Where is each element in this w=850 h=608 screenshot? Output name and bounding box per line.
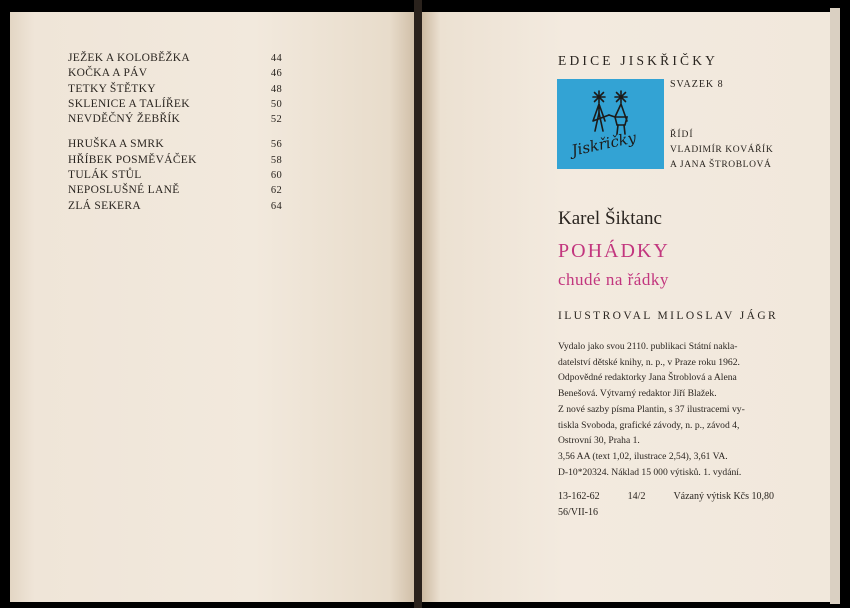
series-title: EDICE JISKŘIČKY xyxy=(558,53,719,68)
toc-group xyxy=(68,138,282,214)
toc-entry xyxy=(68,200,282,215)
book-gutter xyxy=(414,0,422,608)
toc-entry-title: NEVDĚČNÝ ŽEBŘÍK xyxy=(68,113,181,126)
catalog-row xyxy=(558,489,774,505)
book-title: POHÁDKY xyxy=(558,240,670,262)
editor-name: VLADIMÍR KOVÁŘÍK xyxy=(670,145,774,155)
book-subtitle: chudé na řádky xyxy=(558,270,669,289)
catalog-code-2: 56/VII-16 xyxy=(558,507,598,518)
logo-script-text: Jiskřičky xyxy=(569,128,638,160)
imprint-line: Z nové sazby písma Plantin, s 37 ilustracemi vy- xyxy=(558,403,745,415)
toc-entry xyxy=(68,83,282,98)
toc-entry-page: 58 xyxy=(270,154,282,166)
toc-entry xyxy=(68,67,282,82)
toc-entry xyxy=(68,52,282,67)
toc-entry-title: SKLENICE A TALÍŘEK xyxy=(68,97,190,110)
toc-entry-page: 56 xyxy=(270,139,282,151)
toc-entry-title: JEŽEK A KOLOBĚŽKA xyxy=(68,52,191,64)
editor-name: A JANA ŠTROBLOVÁ xyxy=(670,160,772,170)
illustrator-credit: ILUSTROVAL MILOSLAV JÁGR xyxy=(558,310,779,322)
imprint-line: 3,56 AA (text 1,02, ilustrace 2,54), 3,61 VA. xyxy=(558,450,728,462)
editors-label: ŘÍDÍ xyxy=(670,130,694,140)
toc-entry-title: ZLÁ SEKERA xyxy=(68,199,141,212)
toc-entry xyxy=(68,138,282,153)
toc-group xyxy=(68,52,282,128)
toc-entry xyxy=(68,169,282,184)
toc-entry-page: 60 xyxy=(270,170,282,182)
price-text: Vázaný výtisk Kčs 10,80 xyxy=(673,491,774,502)
toc-entry-page: 44 xyxy=(270,53,282,64)
toc-entry-title: TULÁK STŮL xyxy=(68,169,142,182)
toc-entry-page: 50 xyxy=(270,98,282,110)
toc-entry xyxy=(68,154,282,169)
toc-entry-title: NEPOSLUŠNÉ LANĚ xyxy=(68,184,180,197)
catalog-group: 14/2 xyxy=(627,491,646,502)
imprint-line: datelství dětské knihy, n. p., v Praze roku 1962. xyxy=(558,356,740,368)
table-of-contents xyxy=(68,52,282,215)
toc-entry-title: TETKY ŠTĚTKY xyxy=(68,82,156,95)
volume-number: SVAZEK 8 xyxy=(670,79,724,90)
toc-entry xyxy=(68,98,282,113)
toc-entry xyxy=(68,184,282,199)
catalog-block xyxy=(558,489,774,521)
imprint-line: Vydalo jako svou 2110. publikaci Státní nakla- xyxy=(558,341,738,352)
toc-entry xyxy=(68,113,282,128)
imprint-line: Ostrovní 30, Praha 1. xyxy=(558,435,640,447)
author-name: Karel Šiktanc xyxy=(558,208,662,229)
imprint-line: D-10*20324. Náklad 15 000 výtisků. 1. vydání. xyxy=(558,466,742,478)
catalog-code: 13-162-62 xyxy=(558,491,600,502)
page-edge xyxy=(830,8,840,604)
toc-entry-page: 52 xyxy=(270,114,282,126)
imprint-block xyxy=(558,339,774,480)
toc-entry-title: HŘÍBEK POSMĚVÁČEK xyxy=(68,153,197,166)
imprint-line: Benešová. Výtvarný redaktor Jiří Blažek. xyxy=(558,388,717,400)
toc-entry-page: 46 xyxy=(270,68,282,80)
toc-entry-page: 48 xyxy=(270,83,282,95)
toc-entry-title: KOČKA A PÁV xyxy=(68,67,148,80)
series-logo xyxy=(557,79,664,169)
toc-entry-title: HRUŠKA A SMRK xyxy=(68,138,164,151)
imprint-line: tiskla Svoboda, grafické závody, n. p., závod 4, xyxy=(558,419,740,431)
imprint-line: Odpovědné redaktorky Jana Štroblová a Alena xyxy=(558,372,737,384)
toc-entry-page: 62 xyxy=(270,185,282,197)
toc-entry-page: 64 xyxy=(270,200,282,212)
